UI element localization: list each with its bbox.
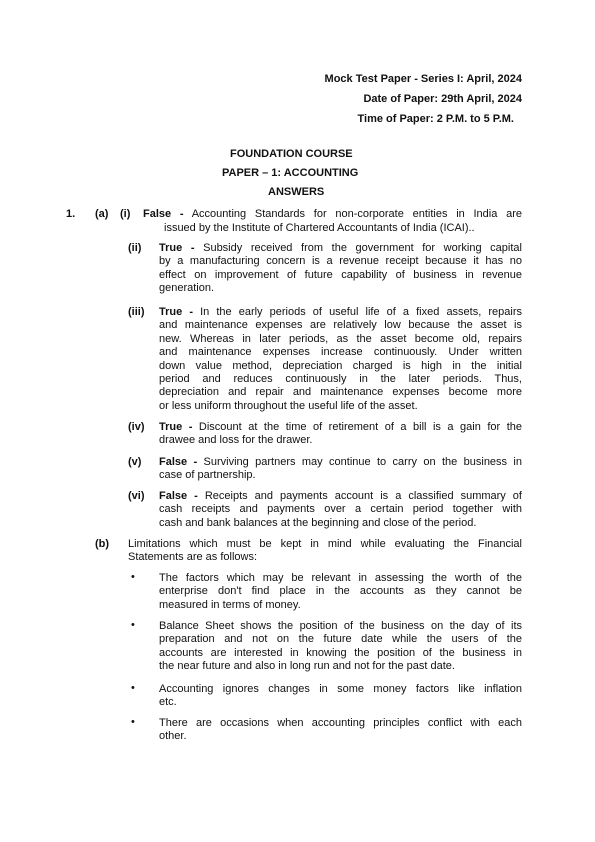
item-iv (159, 421, 522, 448)
item-ii (159, 242, 522, 296)
item-ii-line-3: effect on improvement of future capability of business in revenue (159, 268, 522, 281)
item-v-numeral: (v) (128, 456, 142, 468)
part-b-label: (b) (95, 538, 110, 550)
bullet-item-2 (159, 620, 522, 674)
item-iv-verdict: True - (159, 421, 193, 433)
bullet-icon: • (131, 682, 135, 694)
bullet-1-line-3: measured in terms of money. (159, 598, 301, 611)
item-iii-line-4: and maintenance expenses increase continuously. Under written (159, 346, 522, 359)
bullet-item-1 (159, 572, 522, 612)
item-iii-numeral: (iii) (128, 306, 145, 318)
item-vi (159, 490, 522, 530)
series-title: Mock Test Paper - Series I: April, 2024 (324, 73, 522, 85)
item-iii-line-5: down value method, depreciation charged is high in the initial (159, 359, 522, 372)
bullet-3-line-1: Accounting ignores changes in some money factors like inflation (159, 683, 522, 695)
bullet-2-line-1: Balance Sheet shows the position of the business on the day of its (159, 620, 522, 632)
item-ii-line-2: by a manufacturing concern is a revenue receipt because it has no (159, 255, 522, 268)
bullet-4-line-2: other. (159, 730, 187, 743)
item-vi-line-2: cash receipts and payments over a certain period together with (159, 503, 522, 516)
bullet-icon: • (131, 619, 135, 631)
item-ii-line-1: Subsidy received from the government for working capital (203, 242, 522, 254)
item-i-cont (164, 222, 522, 235)
item-vi-numeral: (vi) (128, 490, 145, 502)
item-v-line-1: Surviving partners may continue to carry on the business in (203, 456, 522, 468)
item-vi-verdict: False - (159, 490, 198, 502)
item-iv-numeral: (iv) (128, 421, 145, 433)
item-iv-line-1: Discount at the time of retirement of a bill is a gain for the (198, 421, 522, 433)
item-iii-line-1: In the early periods of useful life of a fixed assets, repairs (200, 306, 522, 318)
item-iii-line-8: or less uniform throughout the useful life of the asset. (159, 399, 418, 412)
question-number: 1. (66, 208, 76, 220)
bullet-4-line-1: There are occasions when accounting principles conflict with each (159, 717, 522, 729)
item-iii-verdict: True - (159, 306, 193, 318)
paper-date: Date of Paper: 29th April, 2024 (363, 93, 522, 105)
item-iii-line-2: and maintenance expenses are relatively low because the asset is (159, 319, 522, 332)
item-i-line-1: Accounting Standards for non-corporate entities in India are (191, 208, 523, 220)
item-iii-line-6: period and reduces continuously in the later periods. Thus, (159, 373, 522, 386)
item-i-line-2: issued by the Institute of Chartered Accountants of India (ICAI).. (164, 222, 475, 234)
answers-title: ANSWERS (268, 186, 325, 198)
bullet-2-line-3: accounts are interested in knowing the position of the business in (159, 646, 522, 659)
item-i (143, 208, 522, 221)
part-b-intro-line-1: Limitations which must be kept in mind while evaluating the Financial (128, 538, 522, 550)
item-ii-line-4: generation. (159, 282, 215, 295)
item-iii-line-7: depreciation and repair and maintenance expenses become more (159, 386, 522, 399)
item-i-numeral: (i) (120, 208, 131, 220)
bullet-2-line-2: preparation and not on the future date while the users of the (159, 633, 522, 646)
bullet-icon: • (131, 716, 135, 728)
item-iii-line-3: new. Whereas in later periods, as the asset become old, repairs (159, 332, 522, 345)
item-v (159, 456, 522, 483)
item-v-verdict: False - (159, 456, 198, 468)
item-vi-line-3: cash and bank balances at the beginning and close of the period. (159, 516, 477, 529)
bullet-2-line-4: the near future and also in long run and not for the past date. (159, 660, 455, 673)
item-v-line-2: case of partnership. (159, 469, 256, 482)
bullet-1-line-1: The factors which may be relevant in assessing the worth of the (159, 572, 522, 584)
item-iv-line-2: drawee and loss for the drawer. (159, 434, 313, 447)
part-b-intro (128, 538, 522, 565)
bullet-3-line-2: etc. (159, 696, 177, 709)
bullet-icon: • (131, 571, 135, 583)
bullet-item-3 (159, 683, 522, 710)
item-vi-line-1: Receipts and payments account is a classified summary of (204, 490, 522, 502)
item-i-verdict: False - (143, 208, 184, 220)
item-ii-numeral: (ii) (128, 242, 142, 254)
item-iii (159, 306, 522, 413)
item-ii-verdict: True - (159, 242, 195, 254)
part-a-label: (a) (95, 208, 109, 220)
bullet-item-4 (159, 717, 522, 744)
part-b-intro-line-2: Statements are as follows: (128, 551, 258, 564)
bullet-1-line-2: enterprise don't find place in the accounts as they cannot be (159, 585, 522, 598)
paper-title: PAPER – 1: ACCOUNTING (222, 167, 359, 179)
paper-header (325, 69, 522, 129)
course-title: FOUNDATION COURSE (230, 148, 353, 160)
paper-time: Time of Paper: 2 P.M. to 5 P.M. (357, 113, 514, 125)
